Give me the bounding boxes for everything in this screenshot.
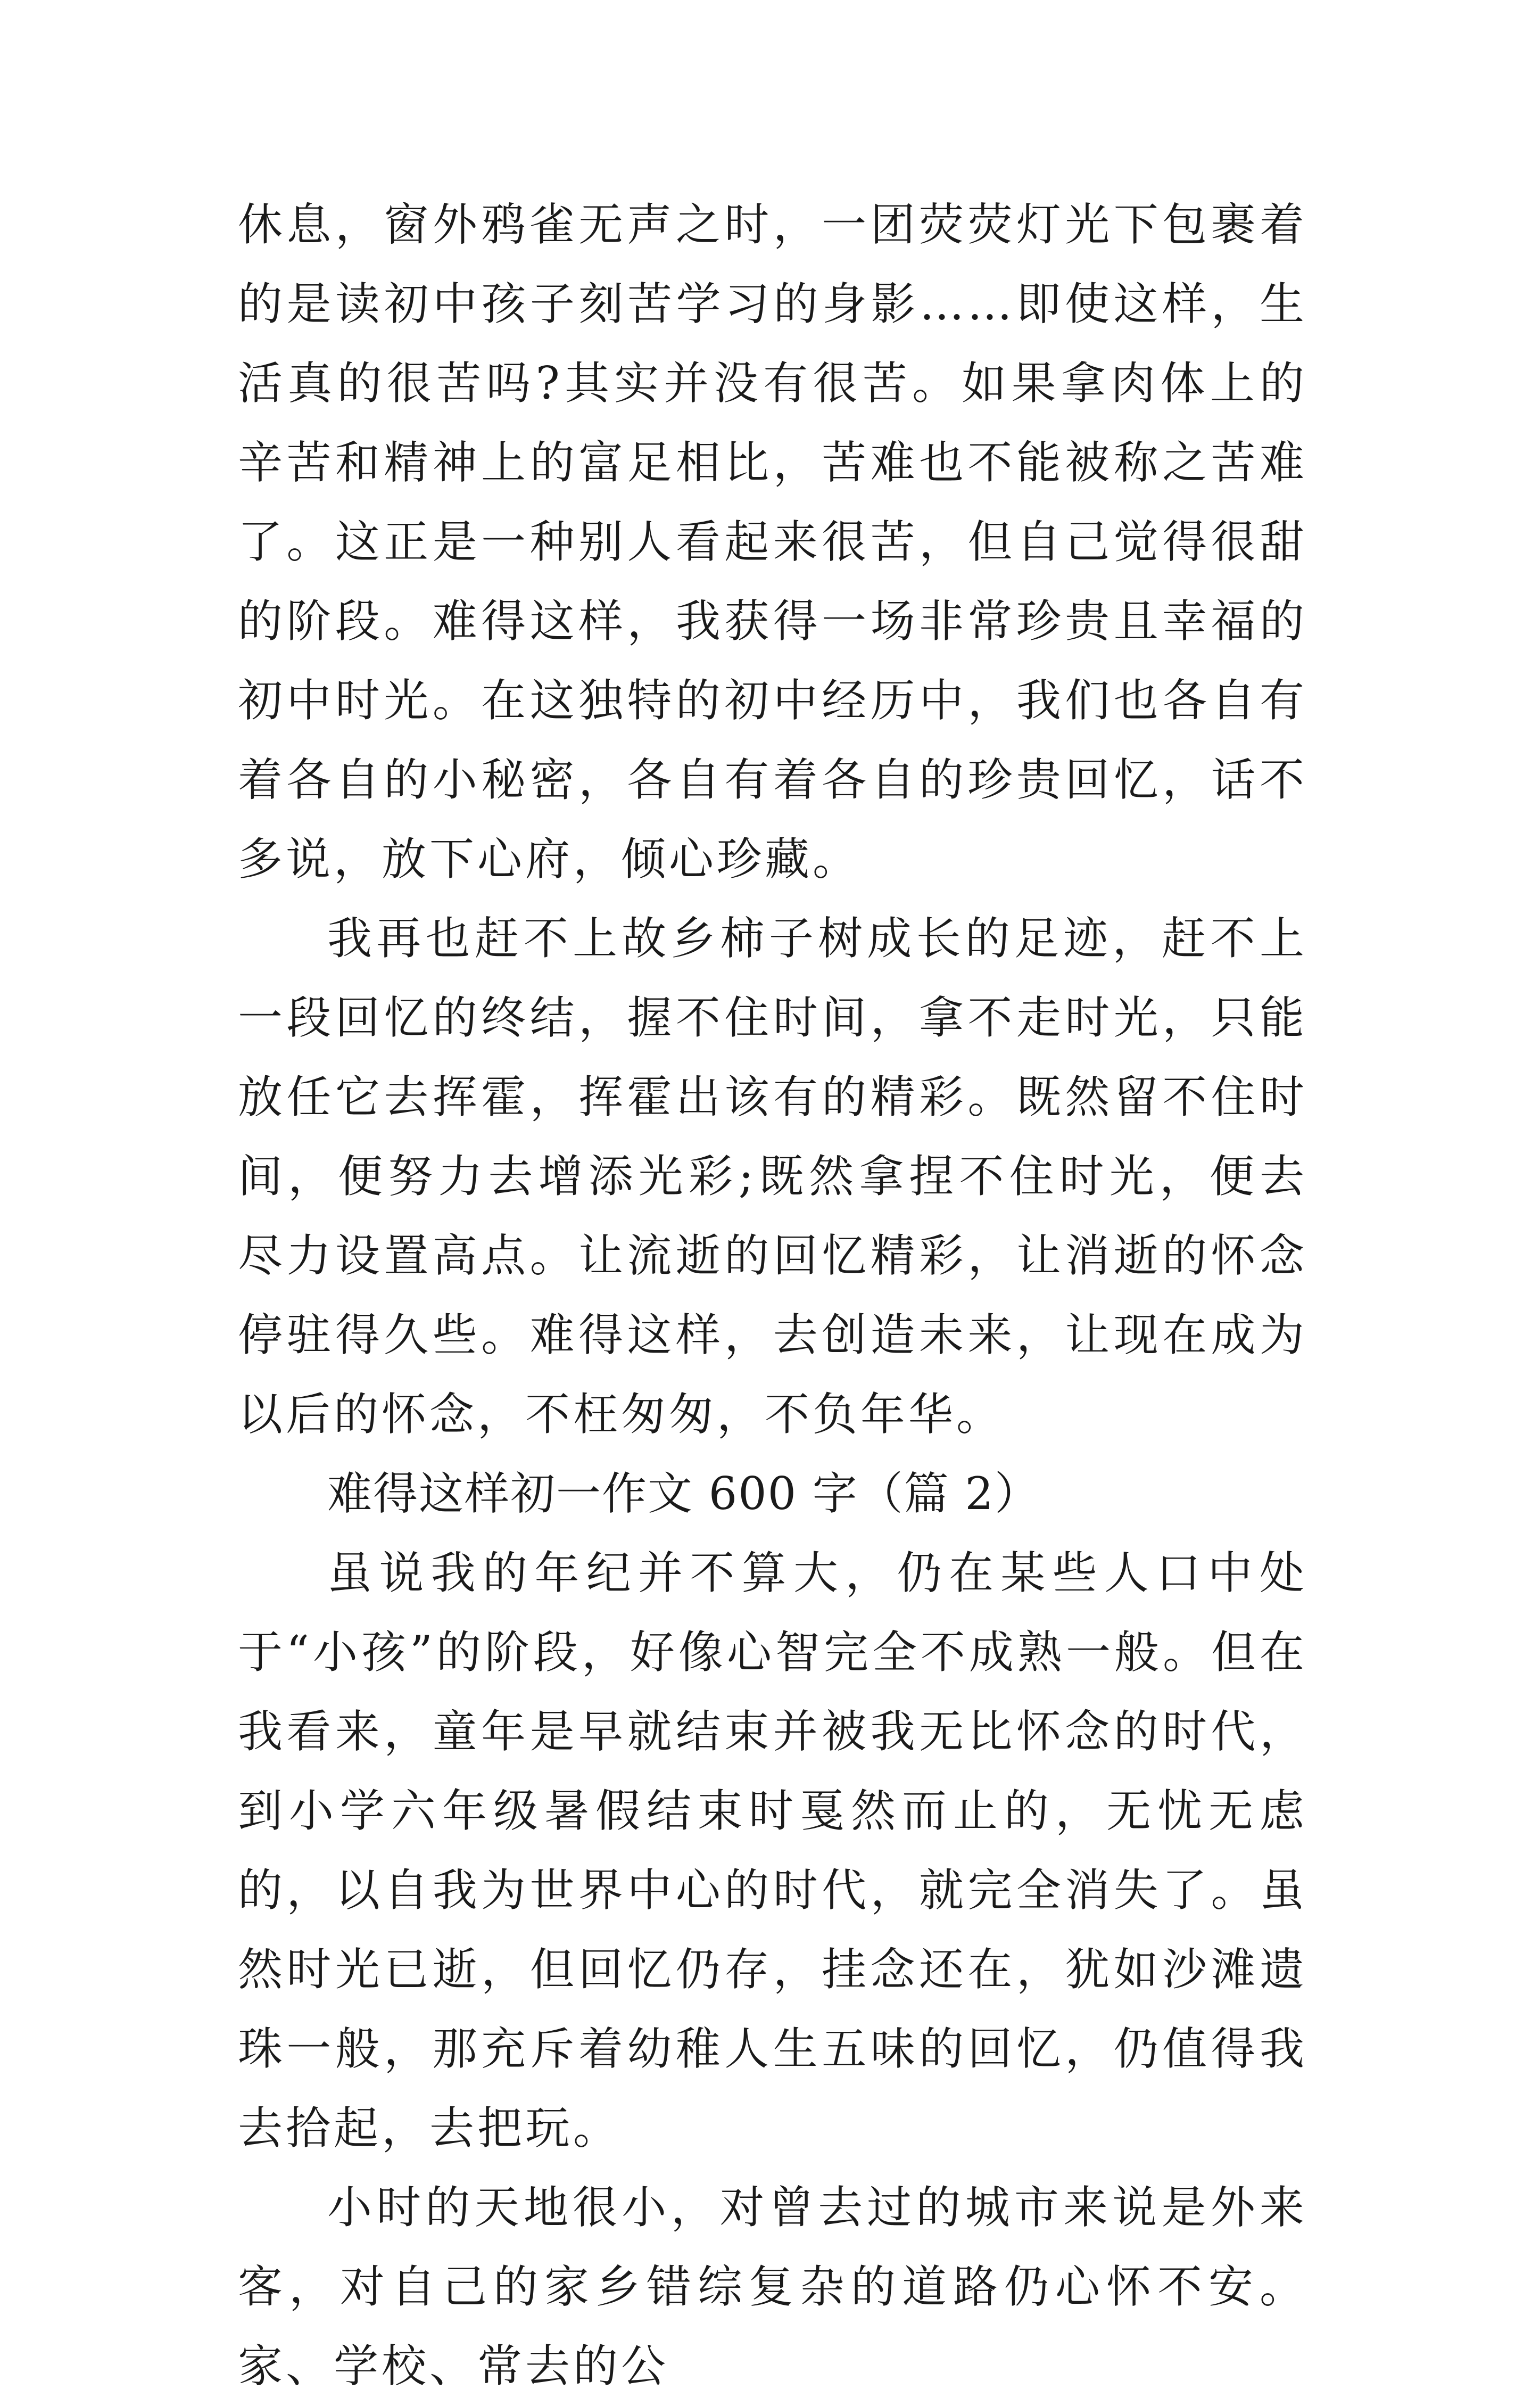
paragraph-childhood: 虽说我的年纪并不算大，仍在某些人口中处于“小孩”的阶段，好像心智完全不成熟一般。但在我看来，童年是早就结束并被我无比怀念的时代，到小学六年级暑假结束时戛然而止的，无忧无虑的，以自我为世界中心的时代，就完全消失了。虽然时光已逝，但回忆仍存，挂念还在，犹如沙滩遗珠一般，那充斥着幼稚人生五味的回忆，仍值得我去拾起，去把玩。: [238, 1547, 1307, 2154]
essay-heading: 难得这样初一作文 600 字（篇 2）: [327, 1468, 1040, 1520]
paragraph-small-world: 小时的天地很小，对曾去过的城市来说是外来客，对自己的家乡错综复杂的道路仍心怀不安。家、学校、常去的公: [238, 2181, 1307, 2392]
paragraph-continuation: 休息，窗外鸦雀无声之时，一团荧荧灯光下包裹着的是读初中孩子刻苦学习的身影……即使这样，生活真的很苦吗?其实并没有很苦。如果拿肉体上的辛苦和精神上的富足相比，苦难也不能被称之苦难了。这正是一种别人看起来很苦，但自己觉得很甜的阶段。难得这样，我获得一场非常珍贵且幸福的初中时光。在这独特的初中经历中，我们也各自有着各自的小秘密，各自有着各自的珍贵回忆，话不多说，放下心府，倾心珍藏。: [238, 199, 1307, 885]
document-body: [238, 185, 1307, 2406]
paragraph-persimmon-tree: 我再也赶不上故乡柿子树成长的足迹，赶不上一段回忆的终结，握不住时间，拿不走时光，只能放任它去挥霍，挥霍出该有的精彩。既然留不住时间，便努力去增添光彩;既然拿捏不住时光，便去尽力设置高点。让流逝的回忆精彩，让消逝的怀念停驻得久些。难得这样，去创造未来，让现在成为以后的怀念，不枉匆匆，不负年华。: [238, 912, 1307, 1440]
